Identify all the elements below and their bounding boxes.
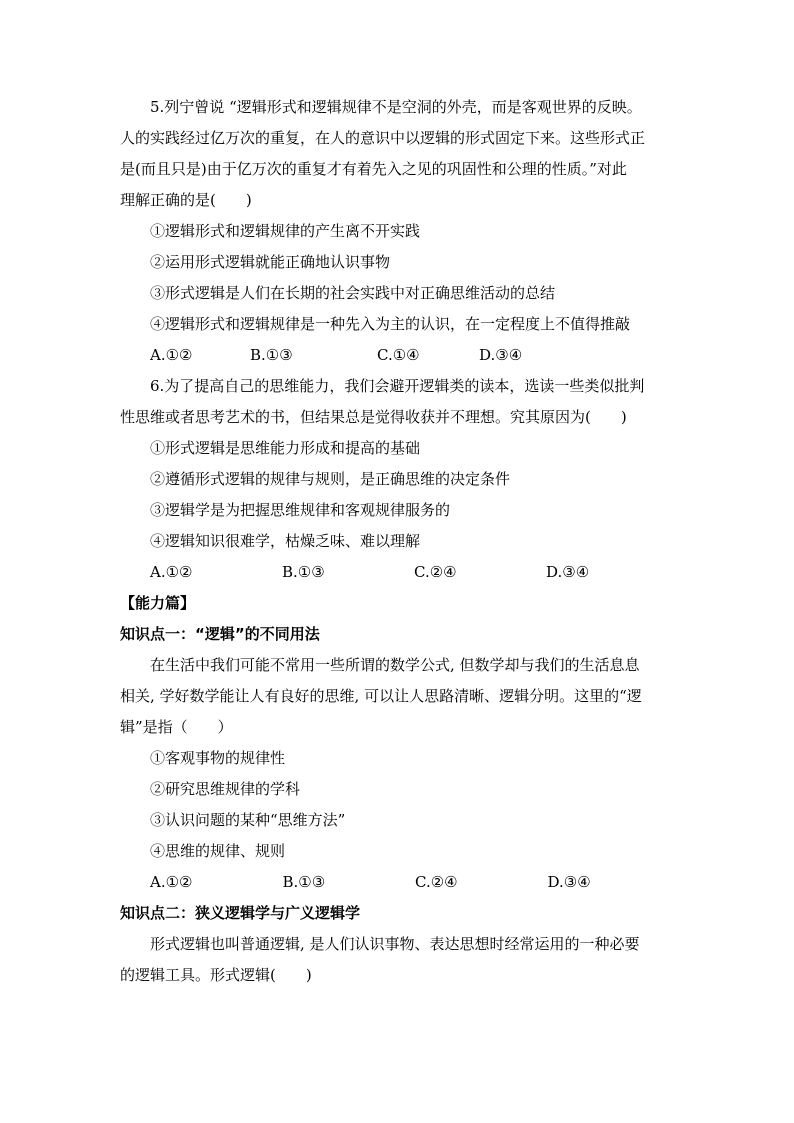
question-stem-line: 形式逻辑也叫普通逻辑, 是人们认识事物、表达思想时经常运用的一种必要 [150, 935, 640, 953]
knowledge-point-heading: 知识点二：狭义逻辑学与广义逻辑学 [120, 904, 361, 922]
option-b: B.①③ [250, 346, 293, 364]
option-a: A.①② [150, 346, 193, 364]
question-stem-line: 理解正确的是( ) [120, 191, 252, 209]
option-c: C.②④ [414, 563, 457, 581]
statement-item: ②研究思维规律的学科 [150, 780, 301, 798]
statement-item: ③认识问题的某种“思维方法” [150, 811, 346, 829]
option-a: A.①② [150, 563, 193, 581]
question-stem-line: 辑”是指（ ） [120, 718, 233, 736]
statement-item: ①形式逻辑是思维能力形成和提高的基础 [150, 439, 421, 457]
statement-item: ④思维的规律、规则 [150, 842, 286, 860]
question-6 [120, 371, 680, 588]
question-stem-line: 是(而且只是)由于亿万次的重复才有着先入之见的巩固性和公理的性质。”对此 [120, 160, 627, 178]
knowledge-point-1 [120, 619, 680, 898]
option-d: D.③④ [479, 346, 523, 364]
option-b: B.①③ [282, 563, 325, 581]
statement-item: ④逻辑知识很难学，枯燥乏味、难以理解 [150, 532, 421, 550]
answer-options [120, 867, 680, 898]
question-stem-line: 相关, 学好数学能让人有良好的思维, 可以让人思路清晰、逻辑分明。这里的“逻 [120, 687, 642, 705]
knowledge-point-heading: 知识点一：“逻辑”的不同用法 [120, 625, 320, 643]
question-5 [120, 92, 680, 371]
question-stem-line: 人的实践经过亿万次的重复，在人的意识中以逻辑的形式固定下来。这些形式正 [120, 129, 646, 147]
option-c: C.①④ [377, 346, 420, 364]
question-stem-line: 6.为了提高自己的思维能力，我们会避开逻辑类的读本，选读一些类似批判 [150, 377, 645, 395]
statement-item: ②遵循形式逻辑的规律与规则，是正确思维的决定条件 [150, 470, 511, 488]
answer-options [120, 340, 680, 371]
statement-item: ①客观事物的规律性 [150, 749, 286, 767]
statement-item: ④逻辑形式和逻辑规律是一种先入为主的认识，在一定程度上不值得推敲 [150, 315, 631, 333]
question-stem-line: 在生活中我们可能不常用一些所谓的数学公式, 但数学却与我们的生活息息 [150, 656, 640, 674]
question-stem-line: 5.列宁曾说 “逻辑形式和逻辑规律不是空洞的外壳，而是客观世界的反映。 [150, 98, 642, 116]
statement-item: ①逻辑形式和逻辑规律的产生离不开实践 [150, 222, 421, 240]
option-d: D.③④ [546, 563, 590, 581]
answer-options [120, 557, 680, 588]
option-d: D.③④ [547, 873, 591, 891]
statement-item: ③逻辑学是为把握思维规律和客观规律服务的 [150, 501, 451, 519]
option-a: A.①② [150, 873, 193, 891]
question-stem-line: 的逻辑工具。形式逻辑( ) [120, 966, 312, 984]
section-title: 【能力篇】 [120, 594, 196, 612]
statement-item: ②运用形式逻辑就能正确地认识事物 [150, 253, 391, 271]
question-stem-line: 性思维或者思考艺术的书，但结果总是觉得收获并不理想。究其原因为( ) [120, 408, 627, 426]
option-c: C.②④ [415, 873, 458, 891]
statement-item: ③形式逻辑是人们在长期的社会实践中对正确思维活动的总结 [150, 284, 556, 302]
knowledge-point-2 [120, 898, 680, 991]
option-b: B.①③ [282, 873, 326, 891]
document-page [120, 92, 680, 991]
